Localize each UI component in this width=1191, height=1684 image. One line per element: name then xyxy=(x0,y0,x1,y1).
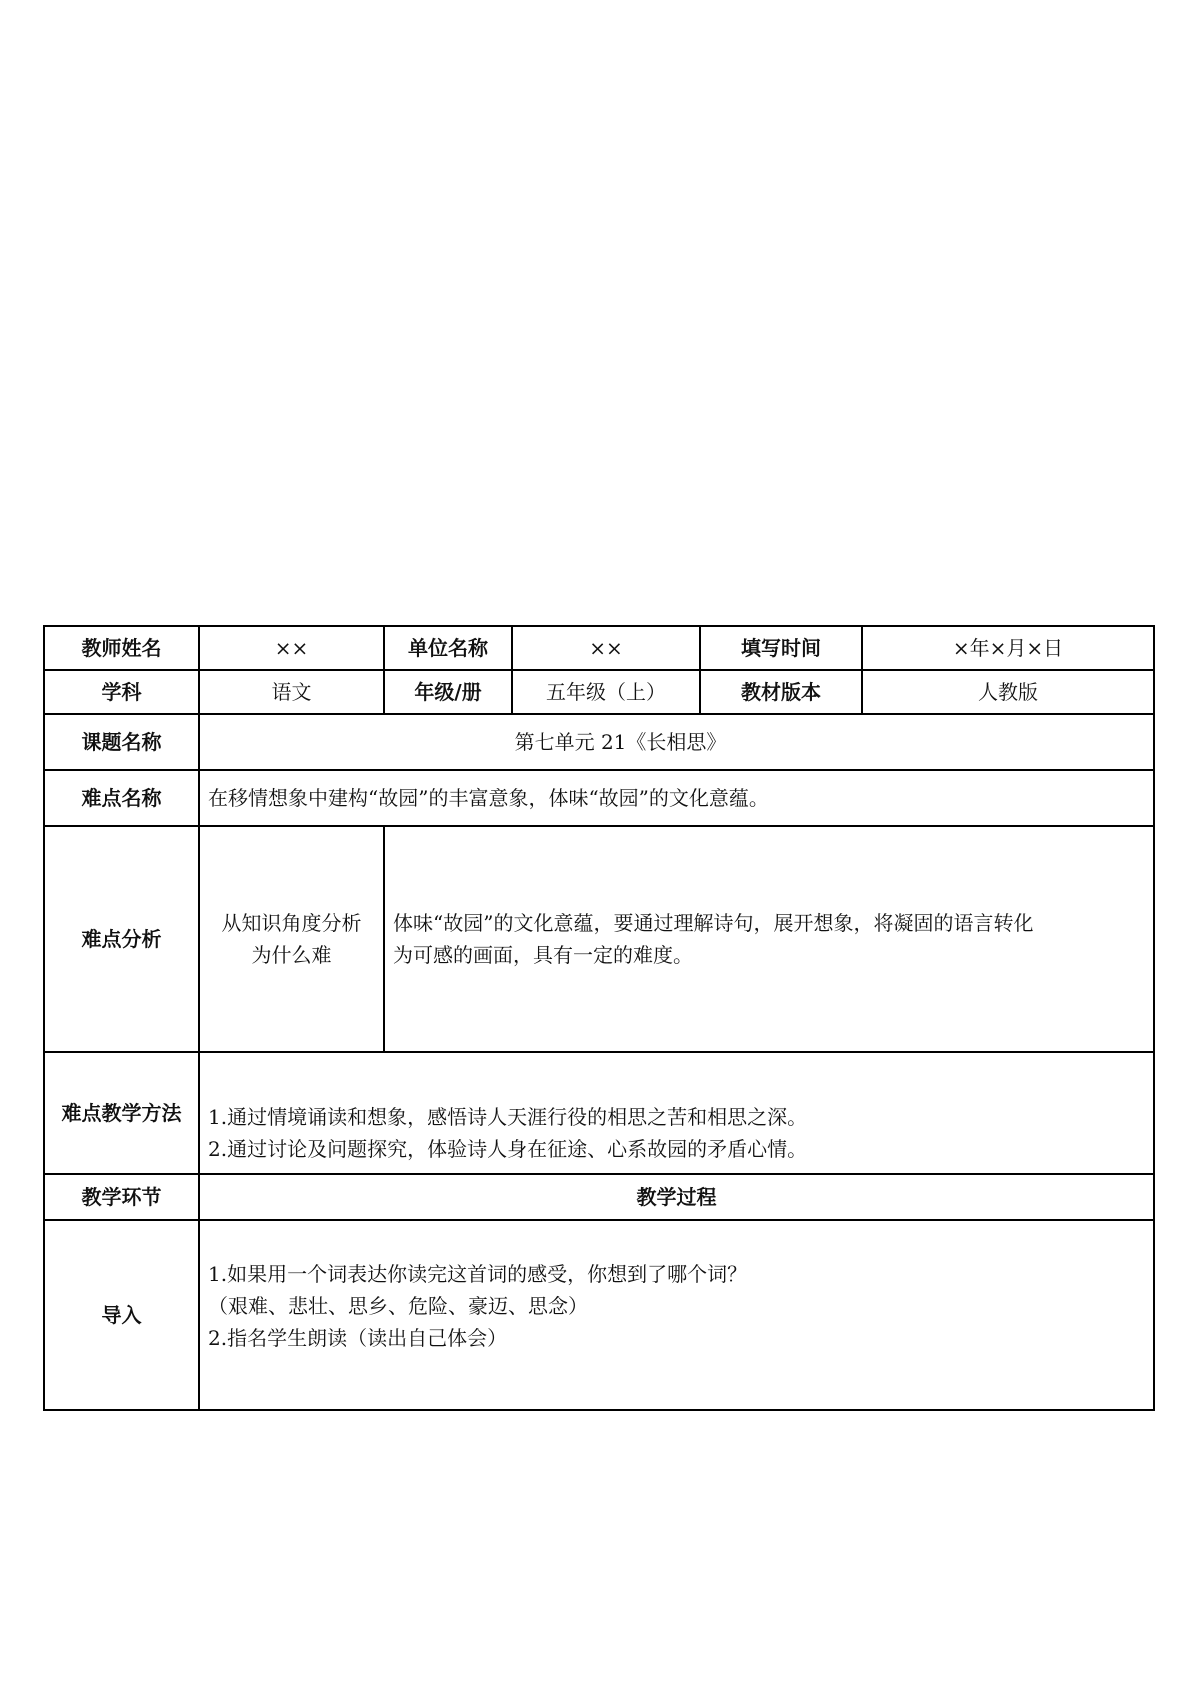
fill-date-label: 填写时间 xyxy=(700,626,862,670)
difficulty-row xyxy=(44,770,1154,826)
lesson-title-text: 第七单元 21《长相思》 xyxy=(514,730,727,754)
subject-value: 语文 xyxy=(199,670,384,714)
lesson-title-value xyxy=(199,714,1154,770)
subject-label: 学科 xyxy=(44,670,199,714)
edition-value: 人教版 xyxy=(862,670,1154,714)
grade-value: 五年级（上） xyxy=(512,670,700,714)
analysis-row xyxy=(44,826,1154,1052)
unit-name-label: 单位名称 xyxy=(384,626,512,670)
method-text xyxy=(199,1052,1154,1174)
process-header-row xyxy=(44,1174,1154,1220)
info-row-1 xyxy=(44,626,1154,670)
teacher-name-label: 教师姓名 xyxy=(44,626,199,670)
intro-text-line-1: 1.如果用一个词表达你读完这首词的感受，你想到了哪个词？ xyxy=(208,1262,748,1286)
method-text-line-1: 1.通过情境诵读和想象，感悟诗人天涯行役的相思之苦和相思之深。 xyxy=(208,1105,808,1129)
difficulty-label: 难点名称 xyxy=(44,770,199,826)
intro-text-line-3: 2.指名学生朗读（读出自己体会） xyxy=(208,1326,508,1350)
intro-text-line-2: （艰难、悲壮、思乡、危险、豪迈、思念） xyxy=(208,1294,588,1318)
unit-name-value: ×× xyxy=(512,626,700,670)
method-row xyxy=(44,1052,1154,1174)
intro-text xyxy=(199,1220,1154,1410)
intro-label: 导入 xyxy=(44,1220,199,1410)
analysis-text xyxy=(384,826,1154,1052)
method-label: 难点教学方法 xyxy=(44,1052,199,1174)
analysis-sub-label-line-2: 为什么难 xyxy=(251,943,332,967)
analysis-text-line-2: 为可感的画面，具有一定的难度。 xyxy=(393,943,693,967)
lesson-plan-table xyxy=(43,625,1155,1411)
method-text-line-2: 2.通过讨论及问题探究，体验诗人身在征途、心系故园的矛盾心情。 xyxy=(208,1137,808,1161)
lesson-plan-sheet xyxy=(43,625,1153,1415)
edition-label: 教材版本 xyxy=(700,670,862,714)
info-row-2 xyxy=(44,670,1154,714)
difficulty-value: 在移情想象中建构“故园”的丰富意象，体味“故园”的文化意蕴。 xyxy=(199,770,1154,826)
teacher-name-value: ×× xyxy=(199,626,384,670)
grade-label: 年级/册 xyxy=(384,670,512,714)
lesson-title-row xyxy=(44,714,1154,770)
fill-date-value: ×年×月×日 xyxy=(862,626,1154,670)
analysis-text-line-1: 体味“故园”的文化意蕴，要通过理解诗句，展开想象，将凝固的语言转化 xyxy=(393,911,1034,935)
teaching-stage-label: 教学环节 xyxy=(44,1174,199,1220)
analysis-sub-label-line-1: 从知识角度分析 xyxy=(221,911,362,935)
analysis-sub-label xyxy=(199,826,384,1052)
analysis-label: 难点分析 xyxy=(44,826,199,1052)
lesson-title-label: 课题名称 xyxy=(44,714,199,770)
intro-row xyxy=(44,1220,1154,1410)
teaching-process-label: 教学过程 xyxy=(199,1174,1154,1220)
